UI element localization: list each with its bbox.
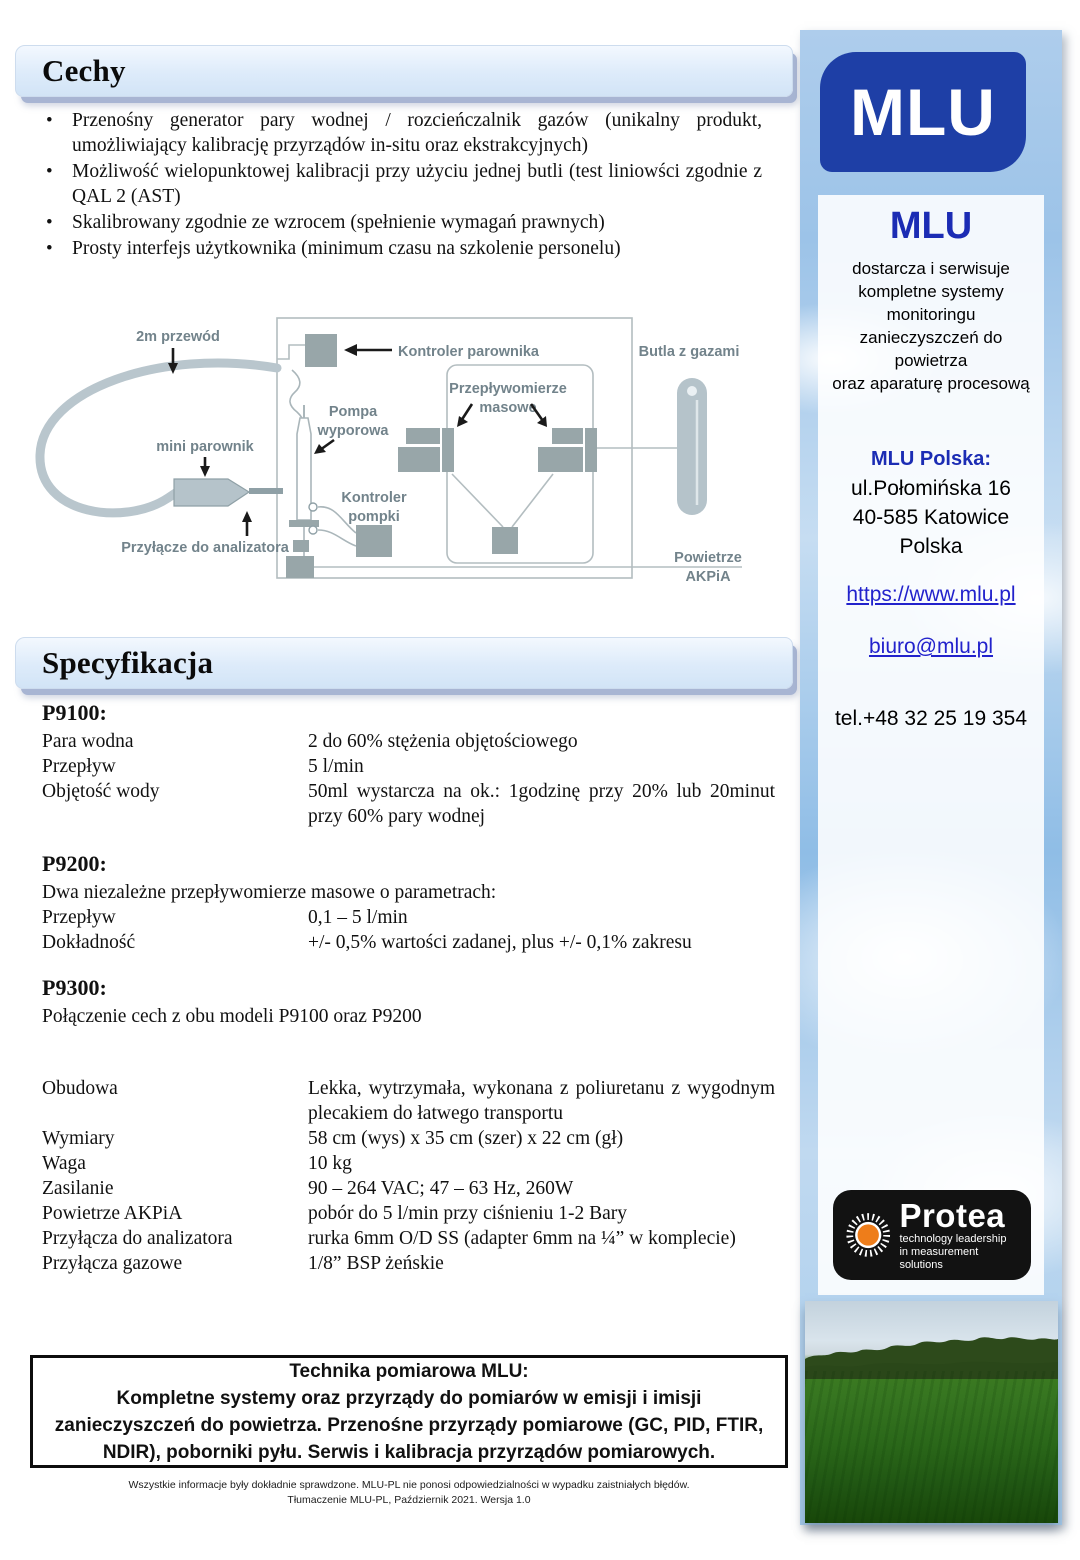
- label-pump-2: wyporowa: [317, 423, 389, 439]
- mini-arrowhead: [200, 466, 210, 477]
- mini-vaporizer-shape: [174, 479, 249, 506]
- disclaimer-line1: Wszystkie informacje były dokładnie sprawdzone. MLU-PL nie ponosi odpowiedzialności w wypadku zaistniałych błędów.: [128, 1479, 690, 1491]
- protea-sun-icon: [843, 1204, 893, 1266]
- sidebar-address-line: ul.Połomińska 16: [851, 477, 1011, 500]
- label-analyzer-connection: Przyłącze do analizatora: [121, 540, 289, 556]
- sidebar-about-line: powietrza: [894, 351, 968, 370]
- protea-tagline-2: in measurement solutions: [899, 1245, 979, 1271]
- spec-section-header: [15, 637, 793, 689]
- label-air-1: Powietrze: [674, 550, 742, 566]
- sidebar-about: [818, 257, 1044, 395]
- disclaimer: [30, 1478, 788, 1508]
- spec-row: [42, 1251, 775, 1276]
- feature-bullet: • Przenośny generator pary wodnej / rozcieńczalnik gazów (unikalny produkt, umożliwiający kalibrację przyrządów in-situ oraz ekstrakcyjnych): [40, 108, 762, 158]
- sidebar-phone: tel.+48 32 25 19 354: [834, 707, 1028, 730]
- sidebar: [800, 30, 1062, 1525]
- flowmeter-right-top: [552, 428, 583, 444]
- vap-ctrl-arrowhead: [344, 344, 357, 356]
- spec-label: Przepływ: [42, 756, 116, 777]
- vaporizer-controller-box: [305, 334, 337, 367]
- spec-title: Specyfikacja: [42, 645, 214, 680]
- spec-row: [42, 1076, 775, 1126]
- spec-row: [42, 1226, 775, 1251]
- features-section-header: [15, 45, 793, 97]
- feature-bullet: • Prosty interfejs użytkownika (minimum czasu na szkolenie personelu): [40, 236, 762, 261]
- nozzle-rod: [249, 488, 283, 494]
- wire-terminal-1: [309, 503, 317, 511]
- sidebar-panel: [818, 195, 1044, 1295]
- p9200-intro: Dwa niezależne przepływomierze masowe o parametrach:: [42, 882, 497, 903]
- p9300-heading: P9300:: [42, 975, 107, 1000]
- label-cable: 2m przewód: [136, 329, 220, 345]
- footer-box-heading: Technika pomiarowa MLU:: [289, 1360, 529, 1382]
- spec-label: Waga: [42, 1153, 86, 1174]
- spec-row: [42, 1126, 775, 1151]
- spec-value: 0,1 – 5 l/min: [308, 907, 408, 928]
- spec-label: Przyłącza gazowe: [42, 1253, 183, 1274]
- label-air-2: AKPiA: [685, 569, 731, 585]
- mlu-technique-box: [30, 1355, 788, 1468]
- features-title: Cechy: [42, 53, 126, 88]
- mix-line-right: [512, 474, 553, 527]
- spec-label: Zasilanie: [42, 1178, 114, 1199]
- sidebar-website: [818, 583, 1044, 607]
- spec-value: 5 l/min: [308, 756, 364, 777]
- flowmeter-left-bar: [442, 428, 454, 472]
- pump-fitting-large: [286, 556, 314, 578]
- pump-body: [297, 418, 311, 520]
- wire-terminal-2: [309, 526, 317, 534]
- website-link[interactable]: https://www.mlu.pl: [846, 583, 1016, 606]
- label-pump-controller-1: Kontroler: [341, 490, 407, 506]
- sidebar-about-line: oraz aparaturę procesową: [832, 374, 1030, 393]
- spec-label: Obudowa: [42, 1078, 118, 1099]
- label-mini-vaporizer: mini parownik: [156, 439, 254, 455]
- spec-p9200: [42, 851, 775, 955]
- sidebar-about-line: dostarcza i serwisuje: [852, 259, 1010, 278]
- protea-logo: [833, 1190, 1031, 1280]
- spec-row: [42, 905, 775, 930]
- label-cylinder: Butla z gazami: [638, 344, 740, 360]
- spec-value: 50ml wystarcza na ok.: 1godzinę przy 20% lub 20minut przy 60% pary wodnej: [308, 781, 775, 827]
- features-list: [40, 108, 762, 262]
- spec-value: +/- 0,5% wartości zadanej, plus +/- 0,1% zakresu: [308, 932, 692, 953]
- spec-row: [42, 779, 775, 829]
- wire-2: [318, 530, 356, 546]
- spec-label: Objętość wody: [42, 781, 160, 802]
- footer-box-body: Kompletne systemy oraz przyrządy do pomiarów w emisji i imisji zanieczyszczeń do powietrza. Przenośne przyrządy pomiarowe (GC, PID, FTIR, NDIR), poborniki pyłu. Serwis i kalibracja przyrządów pomiarowych.: [54, 1387, 764, 1463]
- spec-row: [42, 930, 775, 955]
- protea-tagline-1: technology leadership: [899, 1232, 1007, 1245]
- sidebar-address: [818, 445, 1044, 561]
- gas-cylinder: [677, 378, 707, 515]
- sidebar-about-line: kompletne systemy: [858, 282, 1004, 301]
- label-flowmeters-1: Przepływomierze: [449, 381, 567, 397]
- mix-line-left: [452, 474, 503, 527]
- spec-value: 10 kg: [308, 1153, 352, 1174]
- mixer-box: [492, 527, 518, 554]
- sidebar-company-name: MLU: [889, 205, 973, 247]
- spec-value: Lekka, wytrzymała, wykonana z poliuretanu z wygodnym plecakiem do łatwego transportu: [308, 1078, 775, 1124]
- sidebar-address-line: Polska: [899, 535, 963, 558]
- mlu-logo-text: MLU: [850, 75, 996, 149]
- flowmeter-left-body: [398, 447, 440, 472]
- p9100-heading: P9100:: [42, 700, 107, 725]
- feature-bullet: • Skalibrowany zgodnie ze wzrocem (spełnienie wymagań prawnych): [40, 210, 762, 235]
- spec-value: 2 do 60% stężenia objętościowego: [308, 731, 578, 752]
- email-link[interactable]: biuro@mlu.pl: [868, 635, 994, 658]
- spec-row: [42, 1176, 775, 1201]
- analyzer-arrowhead: [242, 511, 252, 522]
- spec-row: [42, 729, 775, 754]
- spec-value: 1/8” BSP żeńskie: [308, 1253, 444, 1274]
- system-diagram: [20, 300, 780, 600]
- spec-row: [42, 754, 775, 779]
- spec-value: rurka 6mm O/D SS (adapter 6mm na ¼” w komplecie): [308, 1228, 736, 1249]
- spec-value: 58 cm (wys) x 35 cm (szer) x 22 cm (gł): [308, 1128, 624, 1149]
- spec-label: Przyłącza do analizatora: [42, 1228, 233, 1249]
- spec-value: pobór do 5 l/min przy ciśnieniu 1-2 Bary: [308, 1203, 627, 1224]
- flowmeter-right-body: [538, 447, 583, 472]
- spec-label: Para wodna: [42, 731, 134, 752]
- sidebar-address-line: 40-585 Katowice: [852, 506, 1010, 529]
- label-flowmeters-2: masowe: [479, 400, 537, 416]
- disclaimer-line2: Tłumaczenie MLU-PL, Październik 2021. Wersja 1.0: [287, 1494, 531, 1506]
- vap-ctrl-wire: [277, 345, 305, 359]
- sidebar-address-title: MLU Polska:: [870, 448, 992, 470]
- spec-label: Przepływ: [42, 907, 116, 928]
- p9300-intro: Połączenie cech z obu modeli P9100 oraz P9200: [42, 1006, 422, 1027]
- flowmeter-right-bar: [585, 428, 597, 472]
- spec-row: [42, 1151, 775, 1176]
- grass-field-photo: [805, 1301, 1058, 1523]
- spec-value: 90 – 264 VAC; 47 – 63 Hz, 260W: [308, 1178, 574, 1199]
- grass-texture: [805, 1371, 1058, 1523]
- label-pump-controller-2: pompki: [348, 509, 400, 525]
- spec-label: Wymiary: [42, 1128, 115, 1149]
- label-vaporizer-controller: Kontroler parownika: [398, 344, 539, 360]
- spec-label: Powietrze AKPiA: [42, 1203, 183, 1224]
- spec-p9300: [42, 975, 775, 1029]
- protea-name: Protea: [899, 1196, 1006, 1234]
- sidebar-about-line: monitoringu: [886, 305, 976, 324]
- sidebar-email: [818, 635, 1044, 659]
- pump-fitting-small: [293, 540, 309, 552]
- mlu-logo: [820, 52, 1026, 172]
- spec-p9100: [42, 700, 775, 829]
- label-pump-1: Pompa: [328, 404, 378, 420]
- p9200-heading: P9200:: [42, 851, 107, 876]
- sidebar-about-line: zanieczyszczeń do: [859, 328, 1003, 347]
- spec-general: [42, 1076, 775, 1276]
- pump-controller-box: [356, 525, 392, 557]
- spec-row: [42, 1201, 775, 1226]
- cylinder-highlight: [687, 386, 697, 396]
- spec-label: Dokładność: [42, 932, 136, 953]
- flowmeter-left-top: [406, 428, 440, 444]
- feature-bullet: • Możliwość wielopunktowej kalibracji przy użyciu jednej butli (test liniowści zgodnie z QAL 2 (AST): [40, 159, 762, 209]
